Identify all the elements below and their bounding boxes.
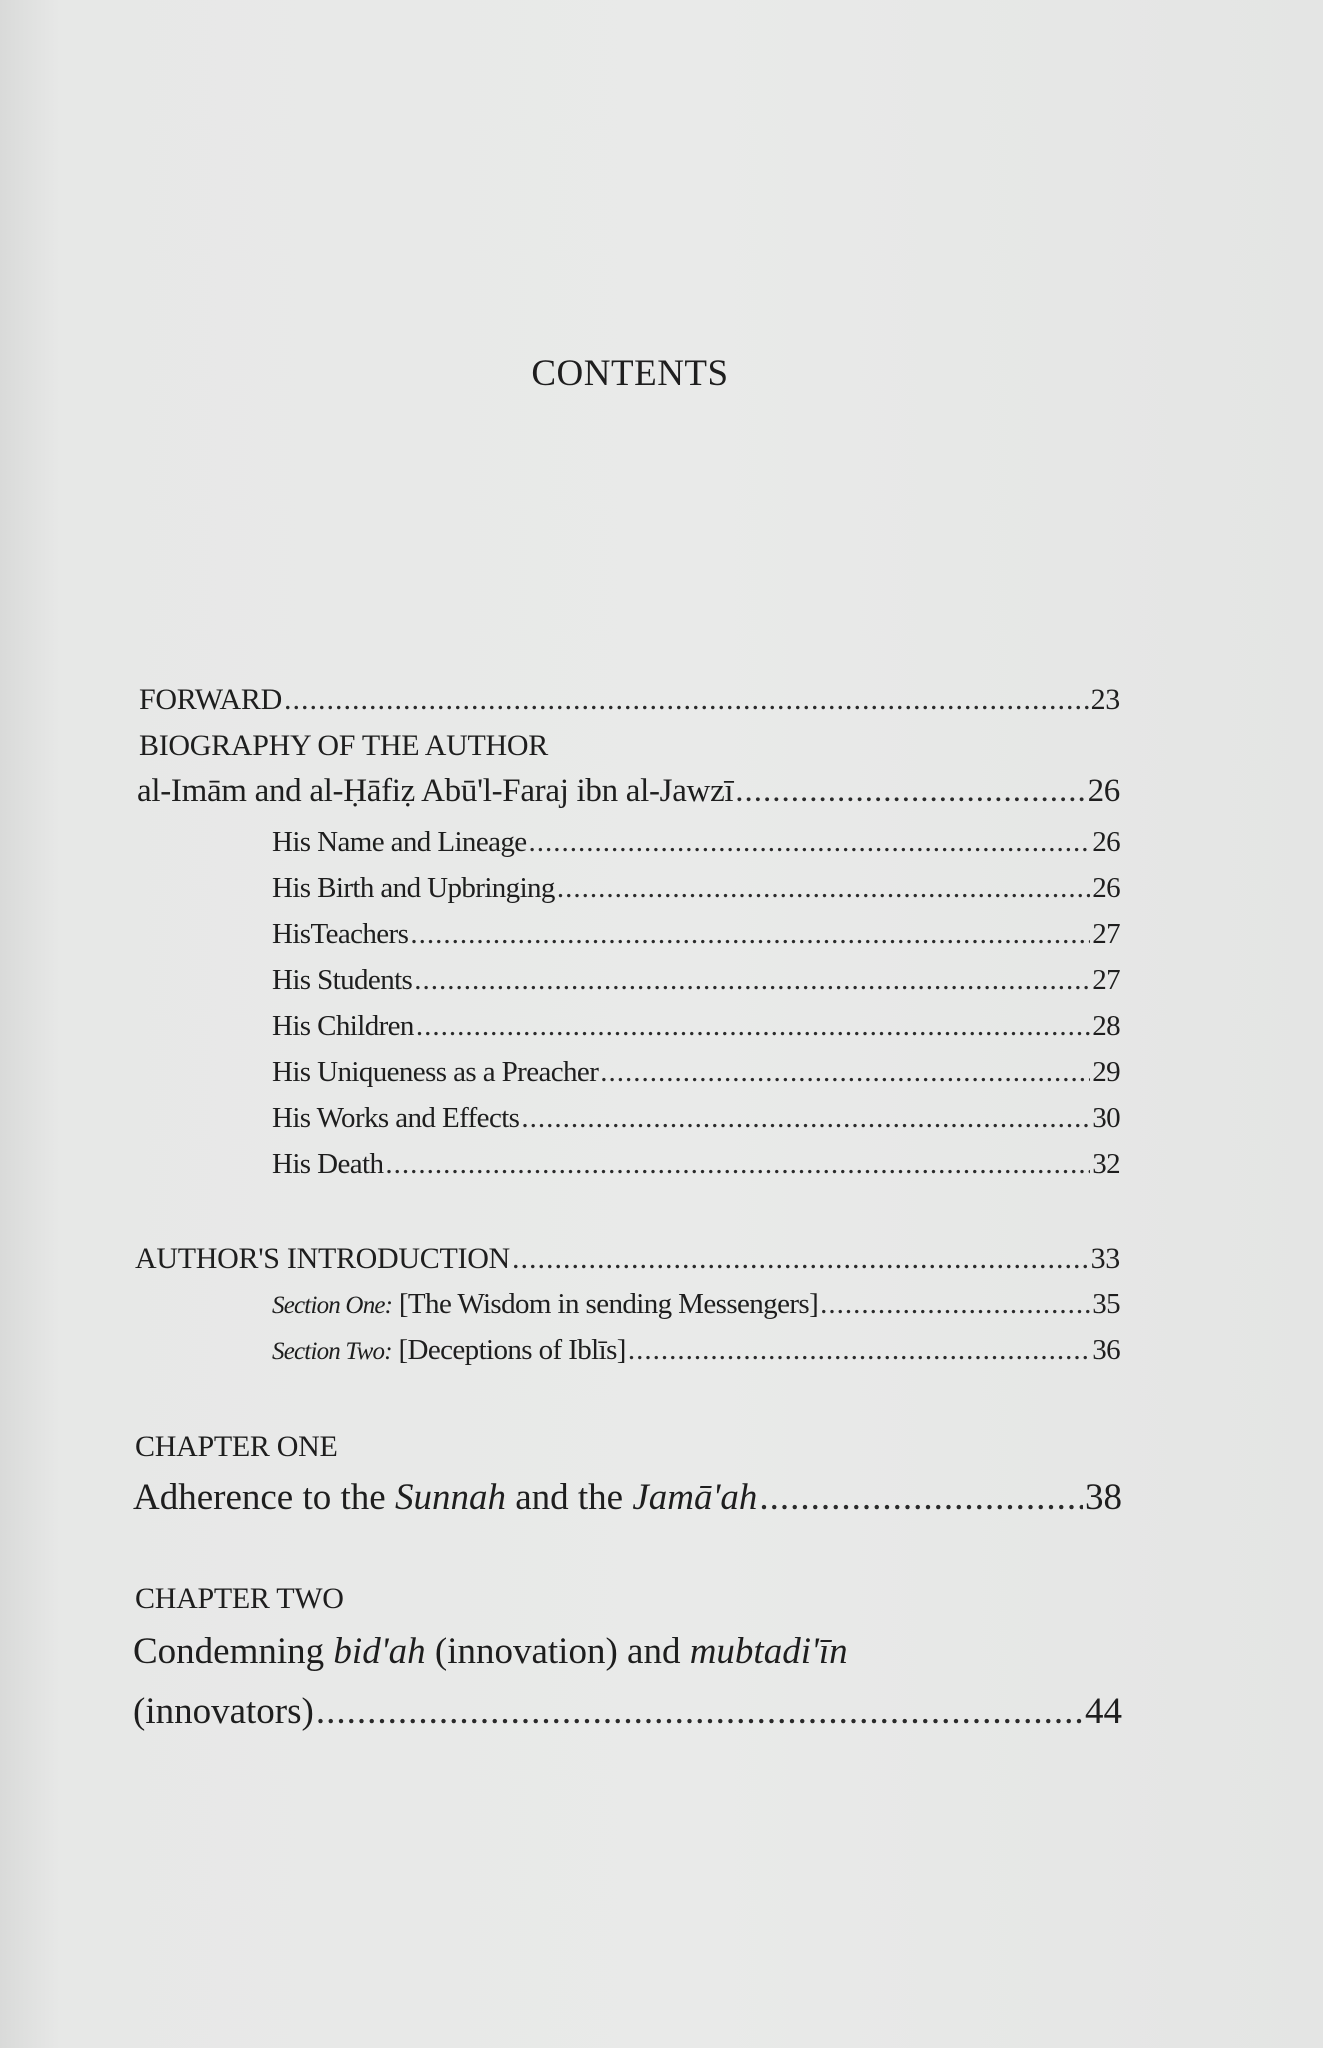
- title-part-italic: Sunnah: [394, 1477, 506, 1518]
- toc-label: (innovators): [133, 1691, 314, 1732]
- toc-label: AUTHOR'S INTRODUCTION: [135, 1242, 510, 1275]
- toc-entry-biography-title[interactable]: [137, 773, 1120, 810]
- toc-label: [272, 1334, 626, 1367]
- toc-entry-students[interactable]: [272, 964, 1120, 997]
- dot-leader: [414, 964, 1090, 997]
- section-prefix: Section One:: [272, 1292, 393, 1319]
- toc-entry-chapter-one[interactable]: [133, 1476, 1122, 1519]
- title-part: (innovation) and: [425, 1631, 690, 1672]
- toc-entry-birth-upbringing[interactable]: [272, 872, 1120, 905]
- toc-label: His Name and Lineage: [272, 826, 527, 858]
- toc-label: al-Imām and al-Ḥāfiẓ Abū'l-Faraj ibn al-Jawzī: [137, 773, 734, 809]
- dot-leader: [820, 1288, 1090, 1321]
- toc-entry-section-two[interactable]: [272, 1334, 1120, 1367]
- page-number: 32: [1092, 1148, 1120, 1180]
- toc-label: His Children: [272, 1010, 414, 1042]
- dot-leader: [628, 1334, 1090, 1367]
- toc-label: His Death: [272, 1148, 384, 1180]
- toc-entry-chapter-two[interactable]: [133, 1690, 1122, 1733]
- chapter-two-heading: CHAPTER TWO: [135, 1582, 344, 1615]
- dot-leader: [529, 826, 1091, 859]
- dot-leader: [600, 1056, 1090, 1089]
- page-number: 33: [1090, 1242, 1120, 1275]
- page-number: 27: [1092, 918, 1120, 950]
- dot-leader: [416, 1010, 1090, 1043]
- title-part: Adherence to the: [133, 1477, 395, 1518]
- page-title: CONTENTS: [531, 353, 729, 394]
- toc-entry-forward[interactable]: [139, 683, 1120, 717]
- chapter-one-heading: CHAPTER ONE: [135, 1430, 338, 1463]
- chapter-two-title-line[interactable]: [133, 1630, 848, 1673]
- toc-entry-introduction[interactable]: [135, 1242, 1120, 1276]
- page-number: 30: [1092, 1102, 1120, 1134]
- page-number: 29: [1092, 1056, 1120, 1088]
- page-number: 26: [1092, 826, 1120, 858]
- page-number: 26: [1092, 872, 1120, 904]
- page-number: 26: [1087, 773, 1120, 809]
- toc-entry-children[interactable]: [272, 1010, 1120, 1043]
- toc-entry-death[interactable]: [272, 1148, 1120, 1181]
- section-title: [Deceptions of Iblīs]: [398, 1334, 626, 1366]
- page-number: 36: [1092, 1334, 1120, 1366]
- title-part-italic: mubtadi'īn: [689, 1631, 848, 1672]
- page-number: 38: [1085, 1477, 1122, 1518]
- title-part-italic: Jamā'ah: [632, 1477, 758, 1518]
- toc-entry-works-effects[interactable]: [272, 1102, 1120, 1135]
- title-part: Condemning: [133, 1631, 334, 1672]
- title-part-italic: bid'ah: [333, 1631, 426, 1672]
- dot-leader: [512, 1242, 1089, 1276]
- toc-entry-section-one[interactable]: [272, 1288, 1120, 1321]
- title-part: and the: [505, 1477, 633, 1518]
- toc-label: His Uniqueness as a Preacher: [272, 1056, 599, 1088]
- toc-label: His Birth and Upbringing: [272, 872, 555, 904]
- page-number: 27: [1092, 964, 1120, 996]
- toc-entry-uniqueness-preacher[interactable]: [272, 1056, 1120, 1089]
- page-number: 44: [1085, 1691, 1122, 1732]
- section-prefix: Section Two:: [272, 1338, 392, 1365]
- toc-label: His Students: [272, 964, 413, 996]
- dot-leader: [735, 773, 1085, 810]
- section-title: [The Wisdom in sending Messengers]: [398, 1288, 819, 1320]
- dot-leader: [316, 1690, 1083, 1733]
- toc-entry-teachers[interactable]: [272, 918, 1120, 951]
- toc-entry-name-lineage[interactable]: [272, 826, 1120, 859]
- dot-leader: [521, 1102, 1090, 1135]
- toc-label: FORWARD: [139, 683, 282, 716]
- dot-leader: [284, 683, 1089, 717]
- toc-label: His Works and Effects: [272, 1102, 520, 1134]
- dot-leader: [410, 918, 1090, 951]
- page-number: 35: [1092, 1288, 1120, 1320]
- page-number: 28: [1092, 1010, 1120, 1042]
- page-number: 23: [1090, 683, 1120, 716]
- toc-label: HisTeachers: [272, 918, 409, 950]
- dot-leader: [759, 1476, 1083, 1519]
- dot-leader: [557, 872, 1090, 905]
- toc-label: [272, 1288, 818, 1321]
- toc-label: [133, 1476, 757, 1519]
- section-heading-biography: BIOGRAPHY OF THE AUTHOR: [139, 729, 548, 762]
- dot-leader: [385, 1148, 1090, 1181]
